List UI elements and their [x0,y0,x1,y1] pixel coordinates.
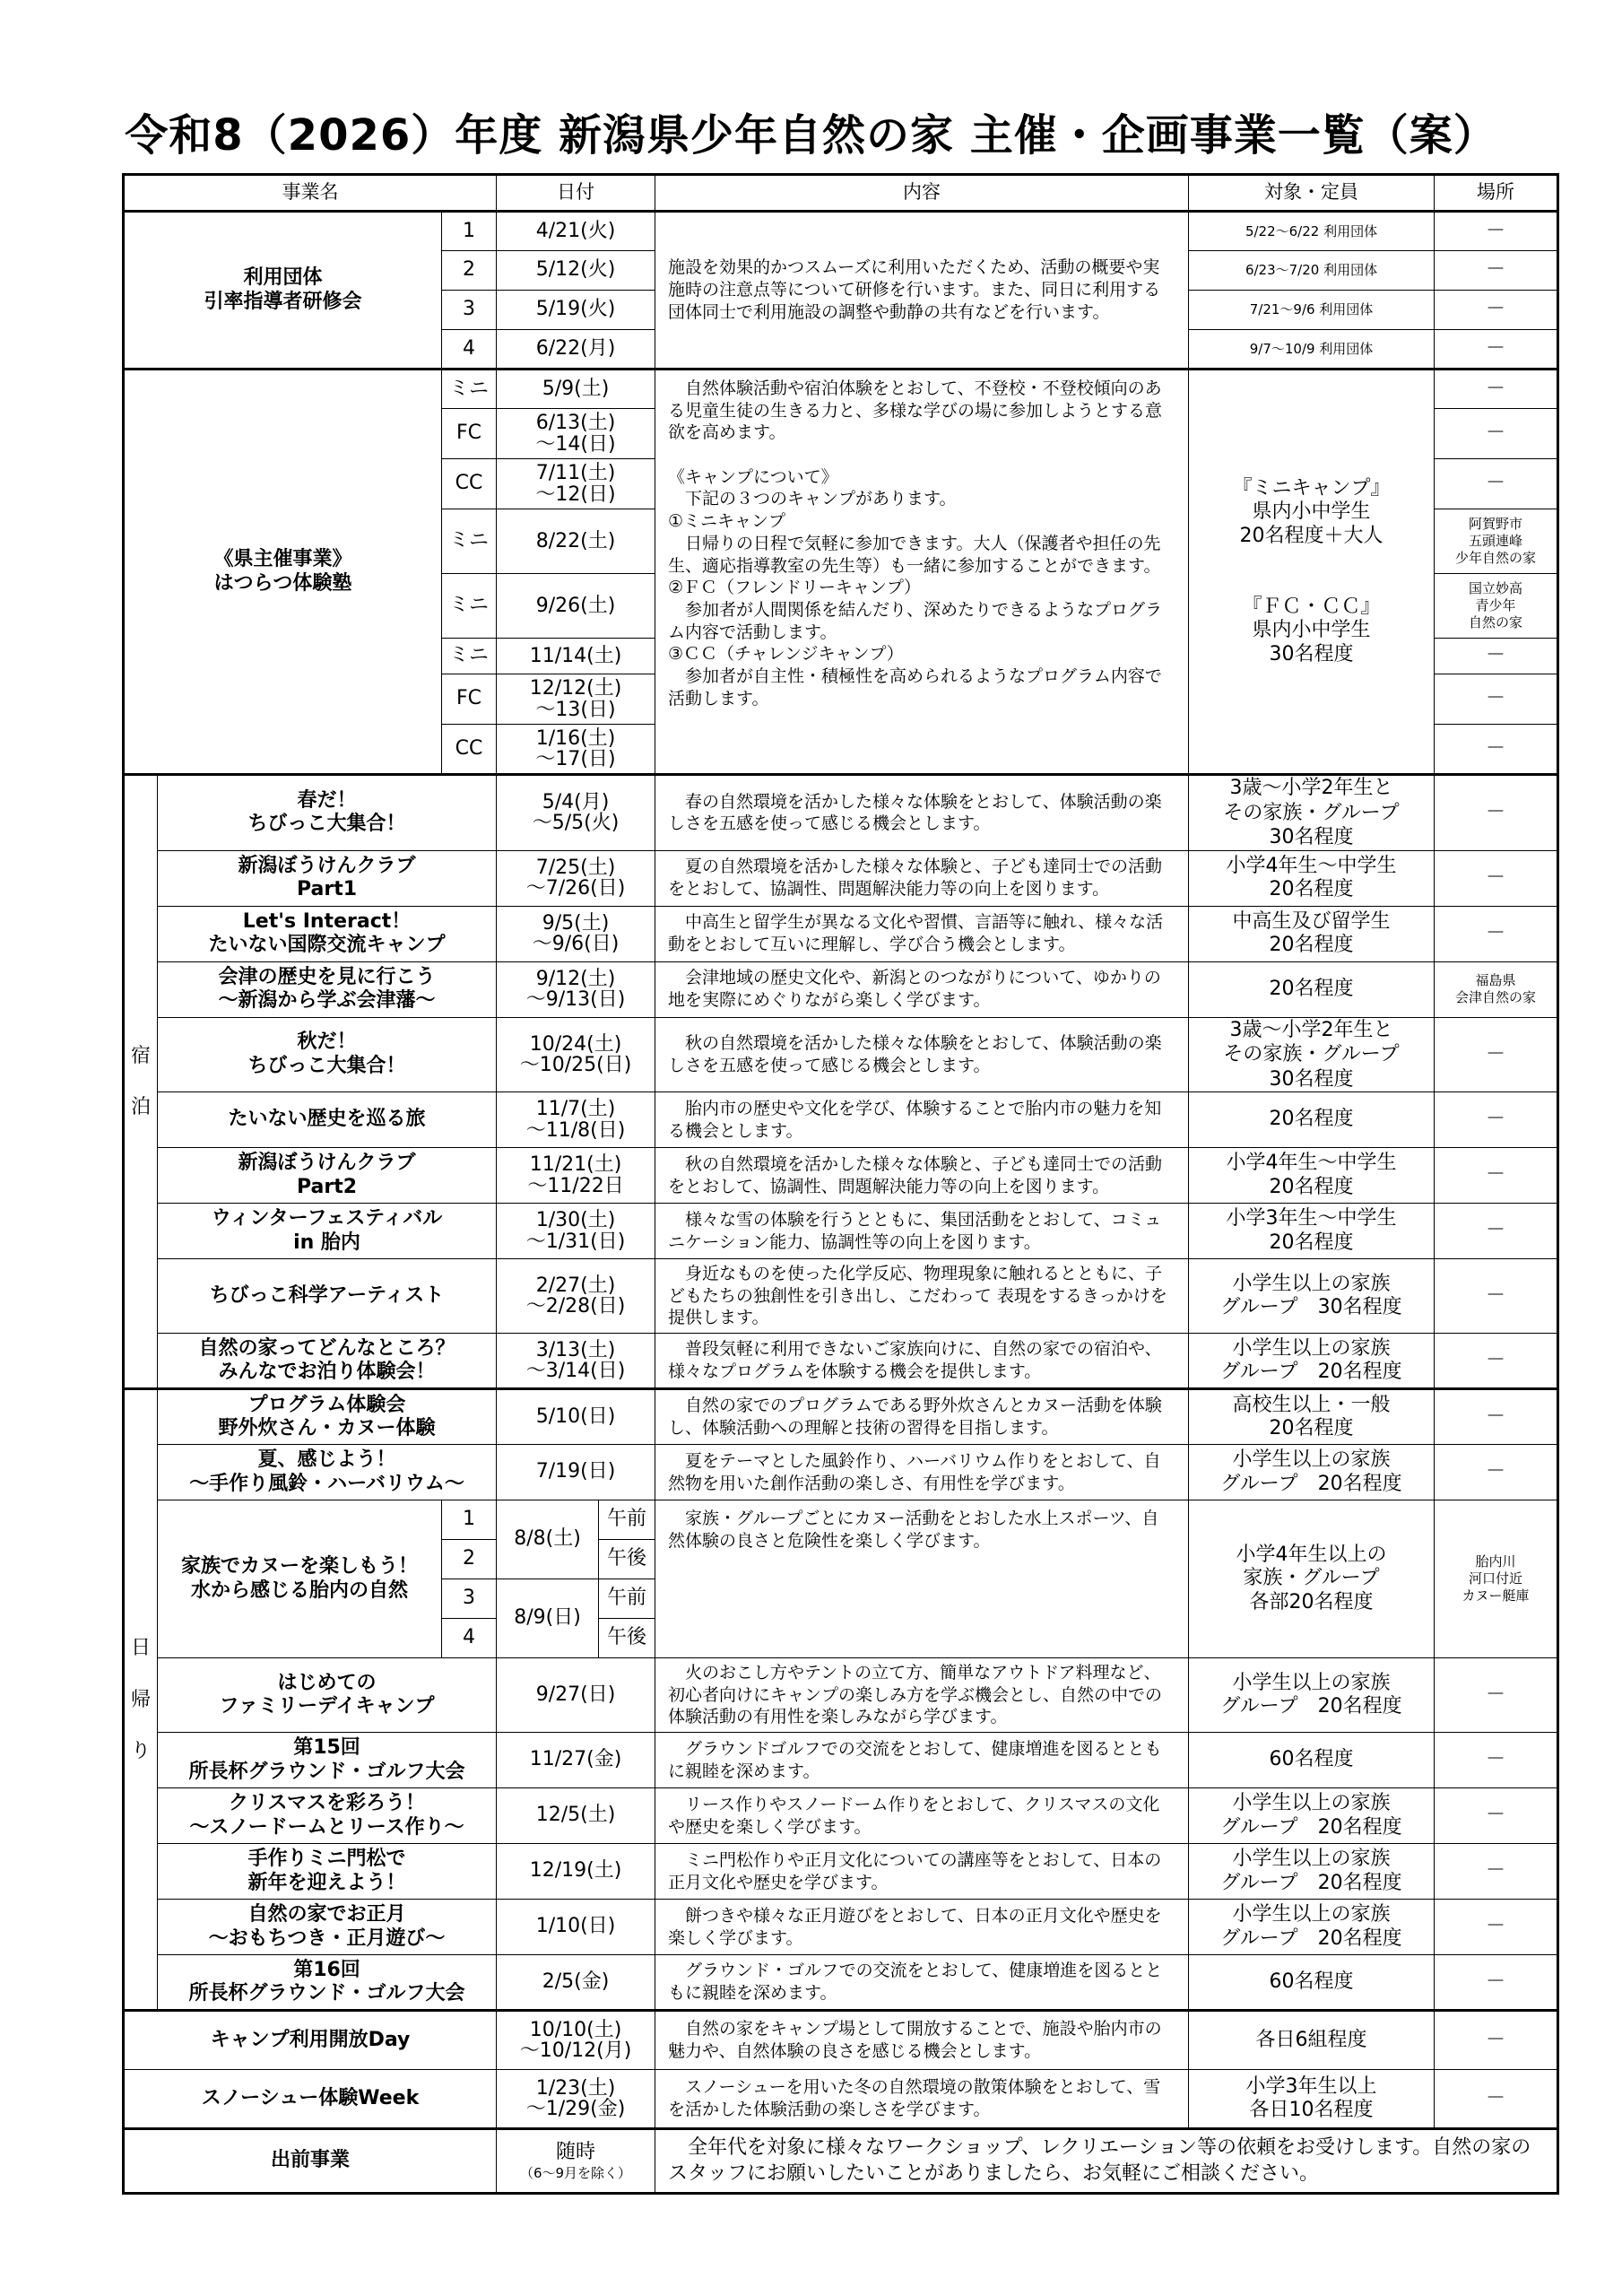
event-name: 新潟ぼうけんクラブ Part1 [158,850,497,906]
camp-type: CC [442,459,497,509]
header-place: 場所 [1435,175,1558,212]
event-place: － [1435,1204,1558,1259]
event-place: － [1435,330,1558,370]
event-name: 家族でカヌーを楽しもう！ 水から感じる胎内の自然 [158,1500,442,1658]
category-daytrip: 日 帰 り [124,1389,158,2011]
camp-type: CC [442,725,497,775]
event-date: 1/16(土) ～17(日) [497,725,655,775]
event-place: 福島県 会津自然の家 [1435,961,1558,1017]
event-place: 阿賀野市 五頭連峰 少年自然の家 [1435,509,1558,574]
event-description: 夏をテーマとした風鈴作り、ハーバリウム作りをとおして、自然物を用いた創作活動の楽しさ、有用性を学びます。 [655,1445,1189,1500]
event-place: － [1435,1788,1558,1844]
event-target: 小学生以上の家族 グループ 20名程度 [1189,1658,1435,1733]
event-date: 4/21(火) [497,212,655,251]
event-date: 9/26(土) [497,574,655,639]
event-description: 全年代を対象に様々なワークショップ、レクリエーション等の依頼をお受けします。自然の家のスタッフにお願いしたいことがありましたら、お気軽にご相談ください。 [655,2129,1558,2194]
event-target: 小学4年生～中学生 20名程度 [1189,1148,1435,1204]
event-description: 自然体験活動や宿泊体験をとおして、不登校・不登校傾向のある児童生徒の生きる力と、多様な学びの場に参加しようとする意欲を高めます。 《キャンプについて》 下記の３つのキャンプがあります。 ①ミニキャンプ 日帰りの日程で気軽に参加できます。大人（保護者や担任の先生、適応指導教室の先生等）も一緒に参加することができます。 ②ＦＣ（フレンドリーキャンプ） 参加者が人間関係を結んだり、深めたりできるようなプログラム内容で活動します。 ③ＣＣ（チャレンジキャンプ） 参加者が自主性・積極性を高められるようなプログラム内容で活動します。 [655,370,1189,775]
event-date: 9/12(土) ～9/13(日) [497,961,655,1017]
event-description: 秋の自然環境を活かした様々な体験と、子ども達同士での活動をとおして、協調性、問題解決能力等の向上を図ります。 [655,1148,1189,1204]
event-target: 5/22～6/22 利用団体 [1189,212,1435,251]
event-date: 11/14(土) [497,639,655,674]
event-date: 2/27(土) ～2/28(日) [497,1259,655,1334]
event-target: 3歳～小学2年生と その家族・グループ 30名程度 [1189,775,1435,851]
header-content: 内容 [655,175,1189,212]
event-date: 11/27(金) [497,1733,655,1788]
session-number: 2 [442,1540,497,1579]
event-date: 8/8(土) [497,1500,599,1579]
event-target: 20名程度 [1189,961,1435,1017]
session-part: 午後 [599,1540,655,1579]
event-name: 春だ！ ちびっこ大集合！ [158,775,497,851]
header-name: 事業名 [124,175,497,212]
event-target: 3歳～小学2年生と その家族・グループ 30名程度 [1189,1017,1435,1092]
event-name: Let's Interact！ たいない国際交流キャンプ [158,906,497,961]
event-date: 1/30(土) ～1/31(日) [497,1204,655,1259]
event-place: － [1435,251,1558,291]
event-name: はじめての ファミリーデイキャンプ [158,1658,497,1733]
event-date: 12/19(土) [497,1844,655,1900]
event-place: 国立妙高 青少年 自然の家 [1435,574,1558,639]
event-target: 小学生以上の家族 グループ 20名程度 [1189,1788,1435,1844]
event-name: 会津の歴史を見に行こう ～新潟から学ぶ会津藩～ [158,961,497,1017]
event-description: 自然の家でのプログラムである野外炊さんとカヌー活動を体験し、体験活動への理解と技術の習得を目指します。 [655,1389,1189,1445]
event-place: － [1435,1733,1558,1788]
event-date: 7/11(土) ～12(日) [497,459,655,509]
event-description: 春の自然環境を活かした様々な体験をとおして、体験活動の楽しさを五感を使って感じる機会とします。 [655,775,1189,851]
event-place: － [1435,409,1558,459]
event-description: 普段気軽に利用できないご家族向けに、自然の家での宿泊や、様々なプログラムを体験する機会を提供します。 [655,1334,1189,1389]
event-target: 高校生以上・一般 20名程度 [1189,1389,1435,1445]
event-target: 小学3年生～中学生 20名程度 [1189,1204,1435,1259]
event-place: － [1435,674,1558,725]
event-place: － [1435,1955,1558,2011]
event-date: 7/25(土) ～7/26(日) [497,850,655,906]
event-description: ミニ門松作りや正月文化についての講座等をとおして、日本の正月文化や歴史を学びます。 [655,1844,1189,1900]
event-date: 1/10(日) [497,1900,655,1955]
session-part: 午前 [599,1579,655,1619]
session-number: 3 [442,291,497,330]
event-date: 8/9(日) [497,1579,599,1658]
event-target: 小学4年生以上の 家族・グループ 各部20名程度 [1189,1500,1435,1658]
event-name: 秋だ！ ちびっこ大集合！ [158,1017,497,1092]
session-number: 1 [442,1500,497,1540]
session-number: 1 [442,212,497,251]
event-description: 胎内市の歴史や文化を学び、体験することで胎内市の魅力を知る機会とします。 [655,1092,1189,1148]
event-description: グラウンドゴルフでの交流をとおして、健康増進を図るとともに親睦を深めます。 [655,1733,1189,1788]
event-date [497,2129,655,2194]
event-date: 5/10(日) [497,1389,655,1445]
event-place: － [1435,639,1558,674]
event-description: 施設を効果的かつスムーズに利用いただくため、活動の概要や実施時の注意点等について研修を行います。また、同日に利用する団体同士で利用施設の調整や動静の共有などを行います。 [655,212,1189,370]
session-number: 4 [442,1619,497,1658]
event-place: － [1435,775,1558,851]
event-date: 7/19(日) [497,1445,655,1500]
event-target: 20名程度 [1189,1092,1435,1148]
session-part: 午前 [599,1500,655,1540]
event-place: － [1435,291,1558,330]
event-name: 自然の家ってどんなところ？ みんなでお泊り体験会！ [158,1334,497,1389]
header-target: 対象・定員 [1189,175,1435,212]
event-description: 身近なものを使った化学反応、物理現象に触れるとともに、子どもたちの独創性を引き出し、こだわって 表現をするきっかけを提供します。 [655,1259,1189,1334]
event-place: － [1435,2011,1558,2070]
event-place: － [1435,1900,1558,1955]
event-date: 5/19(火) [497,291,655,330]
event-name: 利用団体 引率指導者研修会 [124,212,442,370]
event-target: 9/7～10/9 利用団体 [1189,330,1435,370]
event-description: 会津地域の歴史文化や、新潟とのつながりについて、ゆかりの地を実際にめぐりながら楽しく学びます。 [655,961,1189,1017]
event-place: － [1435,370,1558,409]
event-name: 自然の家でお正月 ～おもちつき・正月遊び～ [158,1900,497,1955]
event-date: 11/7(土) ～11/8(日) [497,1092,655,1148]
event-name: プログラム体験会 野外炊さん・カヌー体験 [158,1389,497,1445]
event-name: たいない歴史を巡る旅 [158,1092,497,1148]
event-description: グラウンド・ゴルフでの交流をとおして、健康増進を図るとともに親睦を深めます。 [655,1955,1189,2011]
event-description: 秋の自然環境を活かした様々な体験をとおして、体験活動の楽しさを五感を使って感じる機会とします。 [655,1017,1189,1092]
camp-type: FC [442,409,497,459]
event-date: 9/27(日) [497,1658,655,1733]
event-description: スノーシューを用いた冬の自然環境の散策体験をとおして、雪を活かした体験活動の楽しさを学びます。 [655,2070,1189,2129]
category-overnight: 宿 泊 [124,775,158,1389]
event-date: 10/24(土) ～10/25(日) [497,1017,655,1092]
header-date: 日付 [497,175,655,212]
event-place: － [1435,2070,1558,2129]
event-name: ウィンターフェスティバル in 胎内 [158,1204,497,1259]
event-name: 第15回 所長杯グラウンド・ゴルフ大会 [158,1733,497,1788]
event-description: 火のおこし方やテントの立て方、簡単なアウトドア料理など、初心者向けにキャンプの楽しみ方を学ぶ機会とし、自然の中での体験活動の有用性を楽しみながら学びます。 [655,1658,1189,1733]
event-description: 様々な雪の体験を行うとともに、集団活動をとおして、コミュニケーション能力、協調性等の向上を図ります。 [655,1204,1189,1259]
event-place: － [1435,1259,1558,1334]
session-number: 2 [442,251,497,291]
camp-type: ミニ [442,639,497,674]
event-date: 6/22(月) [497,330,655,370]
session-number: 4 [442,330,497,370]
camp-type: ミニ [442,370,497,409]
event-name: 《県主催事業》 はつらつ体験塾 [124,370,442,775]
event-date: 6/13(土) ～14(日) [497,409,655,459]
event-description: 餅つきや様々な正月遊びをとおして、日本の正月文化や歴史を楽しく学びます。 [655,1900,1189,1955]
event-name: 夏、感じよう！ ～手作り風鈴・ハーバリウム～ [158,1445,497,1500]
event-target: 60名程度 [1189,1733,1435,1788]
event-target: 小学生以上の家族 グループ 20名程度 [1189,1334,1435,1389]
event-target: 小学生以上の家族 グループ 20名程度 [1189,1445,1435,1500]
event-place: － [1435,906,1558,961]
event-date: 1/23(土) ～1/29(金) [497,2070,655,2129]
event-place: － [1435,1389,1558,1445]
event-target: 6/23～7/20 利用団体 [1189,251,1435,291]
event-target: 『ミニキャンプ』 県内小中学生 20名程度＋大人 『ＦＣ・ＣＣ』 県内小中学生 30名程度 [1189,370,1435,775]
date-note: （6～9月を除く） [519,2164,632,2181]
event-description: 夏の自然環境を活かした様々な体験と、子ども達同士での活動をとおして、協調性、問題解決能力等の向上を図ります。 [655,850,1189,906]
events-table [122,173,1559,2195]
event-name: 出前事業 [124,2129,497,2194]
event-place: － [1435,1445,1558,1500]
event-target: 7/21～9/6 利用団体 [1189,291,1435,330]
event-target: 小学生以上の家族 グループ 20名程度 [1189,1844,1435,1900]
event-date: 11/21(土) ～11/22日 [497,1148,655,1204]
event-date: 2/5(金) [497,1955,655,2011]
session-part: 午後 [599,1619,655,1658]
event-place: － [1435,850,1558,906]
event-date: 5/12(火) [497,251,655,291]
event-target: 小学生以上の家族 グループ 20名程度 [1189,1900,1435,1955]
event-target: 小学4年生～中学生 20名程度 [1189,850,1435,906]
camp-type: FC [442,674,497,725]
event-date: 10/10(土) ～10/12(月) [497,2011,655,2070]
camp-type: ミニ [442,509,497,574]
event-name: スノーシュー体験Week [124,2070,497,2129]
event-name: キャンプ利用開放Day [124,2011,497,2070]
event-target: 小学3年生以上 各日10名程度 [1189,2070,1435,2129]
event-date: 5/4(月) ～5/5(火) [497,775,655,851]
event-place: － [1435,1658,1558,1733]
event-name: 新潟ぼうけんクラブ Part2 [158,1148,497,1204]
event-target: 中高生及び留学生 20名程度 [1189,906,1435,961]
event-place: 胎内川 河口付近 カヌー艇庫 [1435,1500,1558,1658]
event-place: － [1435,212,1558,251]
event-target: 各日6組程度 [1189,2011,1435,2070]
event-date: 5/9(土) [497,370,655,409]
event-date: 8/22(土) [497,509,655,574]
event-place: － [1435,1334,1558,1389]
event-name: クリスマスを彩ろう！ ～スノードームとリース作り～ [158,1788,497,1844]
event-description: リース作りやスノードーム作りをとおして、クリスマスの文化や歴史を楽しく学びます。 [655,1788,1189,1844]
event-name: 第16回 所長杯グラウンド・ゴルフ大会 [158,1955,497,2011]
event-place: － [1435,459,1558,509]
event-date: 9/5(土) ～9/6(日) [497,906,655,961]
page-title: 令和8（2026）年度 新潟県少年自然の家 主催・企画事業一覧（案） [125,110,1497,161]
event-target: 60名程度 [1189,1955,1435,2011]
event-description: 中高生と留学生が異なる文化や習慣、言語等に触れ、様々な活動をとおして互いに理解し、学び合う機会とします。 [655,906,1189,961]
event-date: 3/13(土) ～3/14(日) [497,1334,655,1389]
date-text: 随時 [556,2141,596,2164]
camp-type: ミニ [442,574,497,639]
event-description: 自然の家をキャンプ場として開放することで、施設や胎内市の魅力や、自然体験の良さを感じる機会とします。 [655,2011,1189,2070]
event-place: － [1435,1092,1558,1148]
event-date: 12/5(土) [497,1788,655,1844]
event-place: － [1435,1844,1558,1900]
event-target: 小学生以上の家族 グループ 30名程度 [1189,1259,1435,1334]
event-place: － [1435,1017,1558,1092]
event-name: ちびっこ科学アーティスト [158,1259,497,1334]
event-place: － [1435,1148,1558,1204]
event-name: 手作りミニ門松で 新年を迎えよう！ [158,1844,497,1900]
event-place: － [1435,725,1558,775]
event-description: 家族・グループごとにカヌー活動をとおした水上スポーツ、自然体験の良さと危険性を楽しく学びます。 [655,1500,1189,1658]
session-number: 3 [442,1579,497,1619]
event-date: 12/12(土) ～13(日) [497,674,655,725]
